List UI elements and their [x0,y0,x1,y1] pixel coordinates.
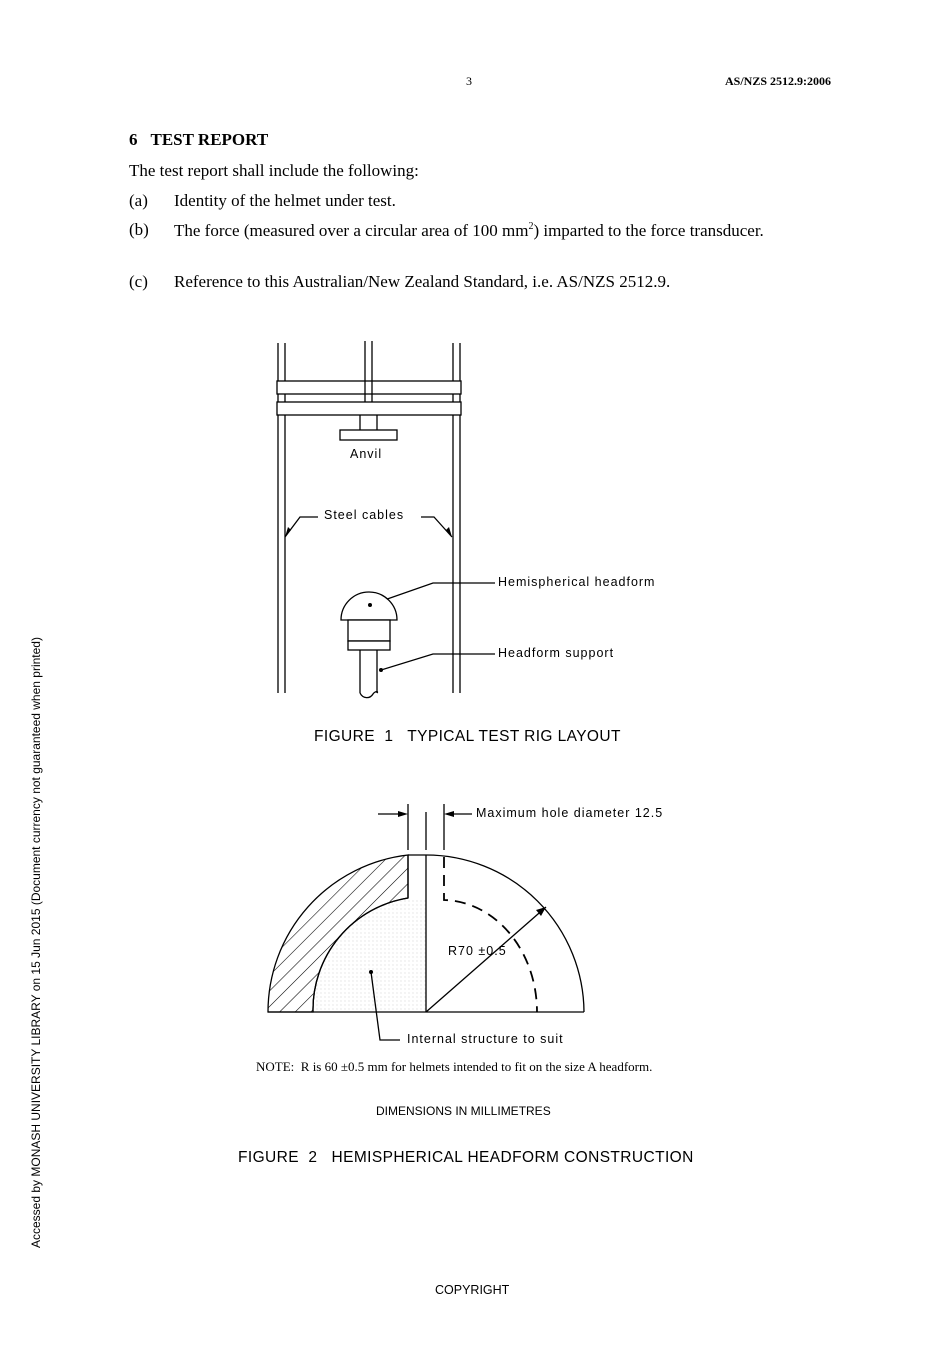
section-intro: The test report shall include the following: [129,161,419,180]
radius-label: R70 ±0.5 [448,944,507,958]
figure2-caption: FIGURE 2 HEMISPHERICAL HEADFORM CONSTRUCTION [238,1149,694,1166]
list-item-text-before: The force (measured over a circular area of 100 mm [174,221,529,240]
figure2-note: NOTE: R is 60 ±0.5 mm for helmets intended to fit on the size A headform. [256,1059,653,1074]
max-hole-label: Maximum hole diameter 12.5 [476,806,664,820]
list-item-text: Identity of the helmet under test. [174,191,396,210]
dimensions-note: DIMENSIONS IN MILLIMETRES [376,1104,551,1118]
list-item-text: Reference to this Australian/New Zealand Standard, i.e. AS/NZS 2512.9. [174,272,671,291]
list-item-label: (c) [129,272,148,291]
list-item-label: (b) [129,220,149,239]
standard-id: AS/NZS 2512.9:2006 [725,74,832,88]
list-item-label: (a) [129,191,148,210]
steel-cables-label: Steel cables [324,508,405,522]
page-number: 3 [466,74,472,88]
hemispherical-headform-label: Hemispherical headform [498,575,656,589]
list-item-text-after: ) imparted to the force transducer. [533,221,764,240]
access-watermark: Accessed by MONASH UNIVERSITY LIBRARY on 15 Jun 2015 (Document currency not guaranteed when printed) [29,637,43,1248]
anvil-label: Anvil [350,447,383,461]
section-number: 6 [129,130,138,149]
superscript: 2 [528,221,534,232]
internal-structure-label: Internal structure to suit [407,1032,564,1046]
headform-support-label: Headform support [498,646,615,660]
figure1-caption: FIGURE 1 TYPICAL TEST RIG LAYOUT [314,728,621,745]
section-title: TEST REPORT [150,130,269,149]
copyright-footer: COPYRIGHT [435,1283,510,1297]
